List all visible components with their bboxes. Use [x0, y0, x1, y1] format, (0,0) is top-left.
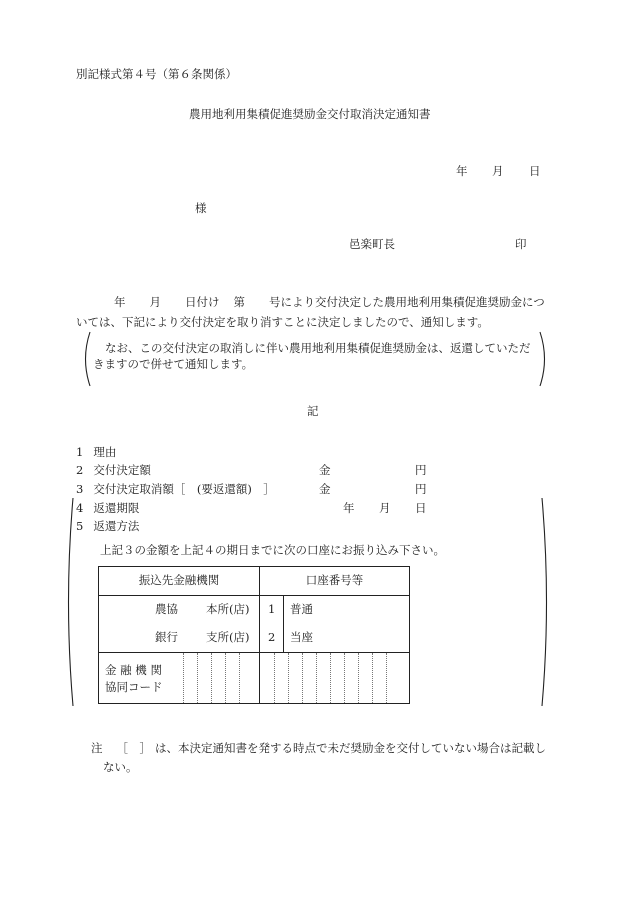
item-2-kin: 金 — [319, 463, 331, 477]
code-divider — [225, 653, 226, 703]
left-paren — [80, 331, 92, 387]
right-paren — [538, 331, 550, 387]
paren-line-1: なお、この交付決定の取消しに伴い農用地利用集積促進奨励金は、返還していただ — [105, 341, 531, 355]
date-year: 年 — [456, 164, 468, 178]
header-institution: 振込先金融機関 — [99, 567, 260, 596]
body-month: 月 — [149, 295, 161, 309]
item-1 — [76, 447, 116, 459]
account-divider — [386, 653, 387, 703]
item-number: 1 — [76, 445, 84, 459]
item-label: 交付決定取消額［ (要返還額) ］ — [93, 482, 275, 496]
item-3-kin: 金 — [319, 482, 331, 496]
ginko-label: 銀行 — [155, 630, 178, 644]
note-text: は、本決定通知書を発する時点で未だ奨励金を交付していない場合は記載し — [155, 741, 546, 755]
institution-code-cell — [99, 653, 260, 704]
item-2 — [76, 465, 151, 477]
item-3-yen: 円 — [415, 482, 427, 496]
item-5 — [76, 521, 139, 533]
note-prefix: 注 — [91, 741, 103, 755]
item-label: 交付決定額 — [93, 463, 151, 477]
acc-type-2-num: 2 — [268, 630, 276, 644]
code-label-1: 金 融 機 関 — [105, 663, 162, 677]
date-day: 日 — [529, 164, 541, 178]
account-number-cell — [260, 653, 410, 704]
bank-account-table — [98, 566, 410, 704]
section-left-bracket — [63, 497, 75, 707]
code-divider — [239, 653, 240, 703]
note-bracket: ［ ］ — [116, 741, 151, 755]
date-month: 月 — [492, 164, 504, 178]
paren-line-2: きますので併せて通知します。 — [93, 357, 254, 371]
item-label: 返還期限 — [93, 501, 140, 515]
ki-heading: 記 — [307, 404, 319, 418]
code-label-2: 協同コード — [105, 680, 163, 694]
item-4-month: 月 — [379, 501, 391, 515]
item-4-day: 日 — [415, 501, 427, 515]
item-4-year: 年 — [343, 501, 355, 515]
honten-label: 本所(店) — [206, 602, 250, 616]
body-line-1 — [76, 297, 545, 309]
account-divider — [316, 653, 317, 703]
acc-type-1: 普通 — [290, 602, 313, 616]
acc-type-2: 当座 — [290, 630, 313, 644]
item-label: 返還方法 — [93, 519, 140, 533]
account-type-cell — [284, 596, 410, 653]
item-number: 4 — [76, 501, 84, 515]
account-divider — [372, 653, 373, 703]
note-line-2: ない。 — [103, 760, 138, 774]
code-divider — [197, 653, 198, 703]
item-4 — [76, 503, 139, 515]
item-3 — [76, 484, 275, 496]
item-number: 2 — [76, 463, 84, 477]
item-label: 理由 — [93, 445, 117, 459]
transfer-instruction: 上記３の金額を上記４の期日までに次の口座にお振り込み下さい。 — [100, 543, 445, 557]
body-hitsuke: 日付け — [185, 295, 220, 309]
account-divider — [302, 653, 303, 703]
body-line-2: いては、下記により交付決定を取り消すことに決定しましたので、通知します。 — [76, 315, 489, 329]
document-title: 農用地利用集積促進奨励金交付取消決定通知書 — [189, 107, 431, 121]
account-divider — [358, 653, 359, 703]
note-line-1 — [91, 743, 546, 755]
form-number: 別記様式第４号（第６条関係） — [76, 67, 237, 81]
item-number: 3 — [76, 482, 84, 496]
institution-name-cell — [99, 596, 260, 653]
acc-type-1-num: 1 — [268, 602, 276, 616]
body-line1-rest: 号により交付決定した農用地利用集積促進奨励金につ — [269, 295, 545, 309]
account-divider — [288, 653, 289, 703]
item-number: 5 — [76, 519, 84, 533]
account-divider — [344, 653, 345, 703]
code-divider — [211, 653, 212, 703]
seal-mark: 印 — [515, 237, 527, 251]
section-right-bracket — [540, 497, 552, 707]
header-account: 口座番号等 — [260, 567, 410, 596]
body-dai: 第 — [233, 295, 245, 309]
code-divider — [183, 653, 184, 703]
nokyo-label: 農協 — [155, 602, 178, 616]
recipient-honorific: 様 — [195, 201, 207, 215]
issuer-name: 邑楽町長 — [349, 237, 395, 251]
body-year: 年 — [114, 295, 126, 309]
account-divider — [274, 653, 275, 703]
account-type-number-cell — [260, 596, 284, 653]
item-2-yen: 円 — [415, 463, 427, 477]
account-divider — [330, 653, 331, 703]
shiten-label: 支所(店) — [206, 630, 250, 644]
